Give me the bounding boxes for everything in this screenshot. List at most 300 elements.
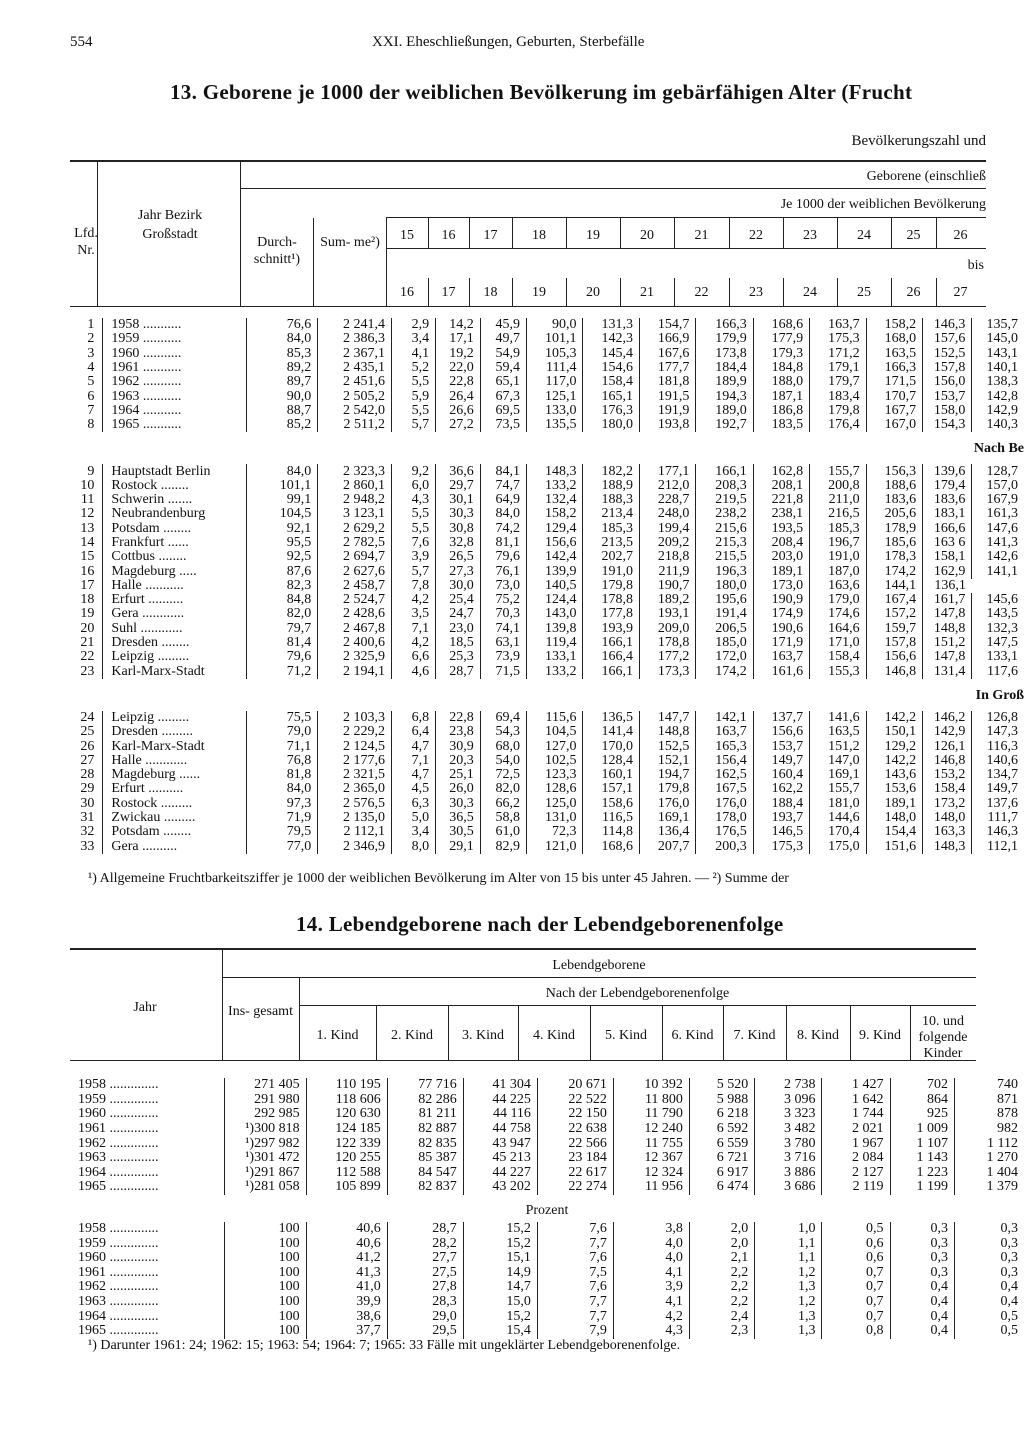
cell-value: 147,8: [923, 650, 972, 664]
cell-value: 110 195: [306, 1078, 387, 1093]
cell-value: 142,6: [972, 550, 1024, 564]
cell-value: 112 588: [306, 1166, 387, 1181]
cell-value: 99,1: [246, 493, 318, 507]
running-head: XXI. Eheschließungen, Geburten, Sterbefälle: [372, 34, 645, 50]
cell-value: 179,7: [810, 375, 866, 389]
cell-value: 178,8: [583, 593, 639, 607]
cell-value: 3 886: [755, 1166, 822, 1181]
cell-value: 87,6: [246, 564, 318, 578]
cell-value: 97,3: [246, 797, 318, 811]
cell-value: 54,3: [480, 725, 526, 739]
row-label: Halle ............: [103, 754, 246, 768]
cell-value: 15,2: [463, 1309, 537, 1324]
cell-value: 100: [224, 1266, 306, 1281]
cell-value: 26,0: [436, 782, 481, 796]
cell-value: 44 227: [463, 1166, 537, 1181]
cell-value: 15,0: [463, 1295, 537, 1310]
cell-value: 133,2: [527, 665, 583, 679]
row-number: 32: [80, 824, 95, 840]
table-row: [70, 1093, 1024, 1108]
col-kind-2: 2. Kind: [391, 1028, 433, 1043]
cell-value: 131,4: [923, 665, 972, 679]
cell-value: 27,2: [436, 418, 481, 432]
table-row: [70, 1280, 1024, 1295]
cell-value: 3 096: [755, 1093, 822, 1108]
cell-value: 162,2: [753, 782, 809, 796]
age-from-19: 19: [586, 228, 600, 243]
cell-value: ¹)297 982: [224, 1136, 306, 1151]
cell-value: 40,6: [306, 1222, 387, 1237]
cell-value: 69,4: [480, 711, 526, 725]
cell-value: 177,7: [639, 361, 695, 375]
row-year: 1965 ..............: [78, 1179, 159, 1195]
cell-value: 154,7: [639, 318, 695, 332]
cell-value: 23,0: [436, 622, 481, 636]
cell-value: 170,7: [866, 389, 922, 403]
cell-value: 221,8: [753, 493, 809, 507]
cell-value: 144,6: [810, 811, 866, 825]
cell-value: 142,1: [696, 711, 753, 725]
cell-value: 191,0: [583, 564, 639, 578]
cell-value: 189,9: [696, 375, 753, 389]
age-to-16: 16: [400, 285, 414, 300]
table13-title: 13. Geborene je 1000 der weiblichen Bevölkerung im gebärfähigen Alter (Frucht: [170, 80, 913, 104]
cell-value: 185,3: [583, 522, 639, 536]
cell-value: 205,6: [866, 507, 922, 521]
cell-value: 30,3: [436, 797, 481, 811]
cell-value: 74,1: [480, 622, 526, 636]
row-label: Karl-Marx-Stadt: [103, 739, 246, 753]
cell-value: 179,9: [696, 332, 753, 346]
cell-value: 146,3: [972, 825, 1024, 839]
cell-value: 8,0: [391, 840, 435, 854]
t14-lebend-rule: [222, 977, 976, 978]
cell-value: 292 985: [224, 1107, 306, 1122]
cell-value: 2 124,5: [318, 739, 392, 753]
cell-value: 30,1: [436, 493, 481, 507]
table-row: [70, 332, 1024, 346]
col-durchschnitt: Durch- schnitt¹): [253, 235, 301, 267]
cell-value: 79,6: [480, 550, 526, 564]
table-row: [70, 1222, 1024, 1237]
cell-value: 127,0: [527, 739, 583, 753]
cell-value: 0,4: [890, 1295, 954, 1310]
cell-value: 1 223: [890, 1166, 954, 1181]
cell-value: 157,0: [972, 479, 1024, 493]
cell-value: 73,5: [480, 418, 526, 432]
cell-value: 1 270: [955, 1151, 1024, 1166]
cell-value: 15,2: [463, 1222, 537, 1237]
cell-value: 4,0: [613, 1251, 689, 1266]
cell-value: 104,5: [246, 507, 318, 521]
cell-value: 155,7: [810, 464, 866, 478]
row-year: 1958 ..............: [78, 1077, 159, 1093]
cell-value: 72,3: [527, 825, 583, 839]
cell-value: 76,6: [246, 318, 318, 332]
cell-value: 3,5: [391, 607, 435, 621]
cell-value: 199,4: [639, 522, 695, 536]
cell-value: 1 009: [890, 1122, 954, 1137]
cell-value: 135,5: [527, 418, 583, 432]
cell-value: 156,0: [923, 375, 972, 389]
cell-value: 191,9: [639, 404, 695, 418]
cell-value: 120 255: [306, 1151, 387, 1166]
cell-value: 0,7: [822, 1309, 890, 1324]
cell-value: 2,2: [689, 1295, 754, 1310]
cell-value: 0,5: [822, 1222, 890, 1237]
cell-value: 129,2: [866, 739, 922, 753]
cell-value: 162,5: [696, 768, 753, 782]
cell-value: 6,3: [391, 797, 435, 811]
cell-value: 146,3: [923, 318, 972, 332]
cell-value: 2 458,7: [318, 579, 392, 593]
cell-value: 73,0: [480, 579, 526, 593]
prozent-section: [70, 1195, 1024, 1222]
cell-value: 142,8: [972, 389, 1024, 403]
cell-value: 2 627,6: [318, 564, 392, 578]
cell-value: 84,0: [246, 464, 318, 478]
cell-value: 151,6: [866, 840, 922, 854]
cell-value: 128,6: [527, 782, 583, 796]
cell-value: 147,7: [639, 711, 695, 725]
cell-value: 191,5: [639, 389, 695, 403]
cell-value: 39,9: [306, 1295, 387, 1310]
header-vline-3: [313, 218, 314, 306]
cell-value: 88,7: [246, 404, 318, 418]
section-label: Nach Be: [973, 441, 1024, 457]
cell-value: 141,1: [972, 564, 1024, 578]
cell-value: 179,3: [753, 347, 809, 361]
cell-value: 132,4: [527, 493, 583, 507]
cell-value: 0,7: [822, 1266, 890, 1281]
cell-value: 5 988: [689, 1093, 754, 1108]
table-row: [70, 665, 1024, 679]
cell-value: 121,0: [527, 840, 583, 854]
row-label: Potsdam ........: [103, 825, 246, 839]
cell-value: 25,3: [436, 650, 481, 664]
cell-value: 167,5: [696, 782, 753, 796]
cell-value: 160,4: [753, 768, 809, 782]
cell-value: 22 150: [537, 1107, 613, 1122]
row-number: 16: [80, 563, 95, 579]
cell-value: 878: [955, 1107, 1024, 1122]
row-number: 6: [87, 388, 95, 404]
table14-footnote: ¹) Darunter 1961: 24; 1962: 15; 1963: 54; 1964: 7; 1965: 33 Fälle mit ungeklärter Lebendgeborenenfolge.: [88, 1338, 681, 1353]
cell-value: 182,2: [583, 464, 639, 478]
cell-value: 167,4: [866, 593, 922, 607]
row-label: 1963 ...........: [103, 389, 246, 403]
cell-value: 2 428,6: [318, 607, 392, 621]
row-label: Erfurt ..........: [103, 593, 246, 607]
age-from-17: 17: [483, 228, 498, 243]
cell-value: 194,7: [639, 768, 695, 782]
cell-value: 145,0: [972, 332, 1024, 346]
cell-value: 149,7: [972, 782, 1024, 796]
row-number: 12: [80, 506, 95, 522]
cell-value: 115,6: [527, 711, 583, 725]
cell-value: 68,0: [480, 739, 526, 753]
cell-value: 200,3: [696, 840, 753, 854]
cell-value: 145,6: [972, 593, 1024, 607]
cell-value: 162,9: [923, 564, 972, 578]
cell-value: 291 980: [224, 1093, 306, 1108]
cell-value: 76,1: [480, 564, 526, 578]
col-insgesamt: Ins- gesamt: [228, 1004, 293, 1019]
cell-value: ¹)281 058: [224, 1180, 306, 1195]
table-row: [70, 1266, 1024, 1281]
cell-value: 1,0: [755, 1222, 822, 1237]
cell-value: 44 758: [463, 1122, 537, 1137]
cell-value: 156,6: [527, 536, 583, 550]
row-label: Rostock ........: [103, 479, 246, 493]
row-label: Neubrandenburg: [103, 507, 246, 521]
row-year: 1963 ..............: [78, 1294, 159, 1310]
age-from-24: 24: [857, 228, 871, 243]
cell-value: 161,6: [753, 665, 809, 679]
cell-value: 1 744: [822, 1107, 890, 1122]
cell-value: 1 107: [890, 1136, 954, 1151]
cell-value: 157,2: [866, 607, 922, 621]
col-kind-3: 3. Kind: [462, 1028, 504, 1043]
cell-value: 29,1: [436, 840, 481, 854]
cell-value: 128,4: [583, 754, 639, 768]
cell-value: 71,5: [480, 665, 526, 679]
row-number: 4: [87, 360, 95, 376]
cell-value: 178,9: [866, 522, 922, 536]
cell-value: 5,2: [391, 361, 435, 375]
cell-value: 166,3: [866, 361, 922, 375]
cell-value: 136,5: [583, 711, 639, 725]
table14-title: 14. Lebendgeborene nach der Lebendgeborenenfolge: [296, 912, 784, 936]
row-label: Frankfurt ......: [103, 536, 246, 550]
cell-value: 171,5: [866, 375, 922, 389]
cell-value: 7,6: [537, 1251, 613, 1266]
cell-value: 142,2: [866, 754, 922, 768]
cell-value: 4,1: [391, 347, 435, 361]
cell-value: 1 404: [955, 1166, 1024, 1181]
cell-value: 2 505,2: [318, 389, 392, 403]
cell-value: 189,0: [696, 404, 753, 418]
cell-value: 3 123,1: [318, 507, 392, 521]
cell-value: 128,7: [972, 464, 1024, 478]
cell-value: 5,7: [391, 564, 435, 578]
cell-value: 28,3: [387, 1295, 463, 1310]
cell-value: 271 405: [224, 1078, 306, 1093]
cell-value: 41 304: [463, 1078, 537, 1093]
cell-value: 0,4: [955, 1280, 1024, 1295]
cell-value: 162,8: [753, 464, 809, 478]
cell-value: 27,3: [436, 564, 481, 578]
row-label: 1959 ...........: [103, 332, 246, 346]
cell-value: 177,8: [583, 607, 639, 621]
cell-value: 82,3: [246, 579, 318, 593]
header-vline-2: [240, 162, 241, 306]
cell-value: 100: [224, 1251, 306, 1266]
cell-value: 14,9: [463, 1266, 537, 1281]
cell-value: 179,8: [639, 782, 695, 796]
cell-value: 143,1: [972, 347, 1024, 361]
table-row: [70, 1122, 1024, 1137]
cell-value: 2 084: [822, 1151, 890, 1166]
cell-value: 167,0: [866, 418, 922, 432]
cell-value: 1,1: [755, 1251, 822, 1266]
table14-body: [70, 1078, 1024, 1339]
cell-value: 2 194,1: [318, 665, 392, 679]
cell-value: 23 184: [537, 1151, 613, 1166]
row-label: Dresden .........: [103, 725, 246, 739]
age-to-17: 17: [441, 285, 456, 300]
row-number: 11: [80, 492, 95, 508]
cell-value: 3,8: [613, 1222, 689, 1237]
cell-value: 190,9: [753, 593, 809, 607]
cell-value: 5 520: [689, 1078, 754, 1093]
cell-value: 147,6: [972, 522, 1024, 536]
table14-top-rule: [70, 948, 976, 950]
cell-value: 146,8: [866, 665, 922, 679]
cell-value: 40,6: [306, 1236, 387, 1251]
cell-value: 19,2: [436, 347, 481, 361]
cell-value: 2,0: [689, 1236, 754, 1251]
cell-value: 149,7: [753, 754, 809, 768]
cell-value: 2,9: [391, 318, 435, 332]
cell-value: 84,0: [246, 332, 318, 346]
table-row: [70, 768, 1024, 782]
cell-value: 82 286: [387, 1093, 463, 1108]
age-from-20: 20: [640, 228, 654, 243]
cell-value: 12 240: [613, 1122, 689, 1137]
cell-value: ¹)300 818: [224, 1122, 306, 1137]
cell-value: 163,7: [810, 318, 866, 332]
cell-value: 177,1: [639, 464, 695, 478]
cell-value: 95,5: [246, 536, 318, 550]
cell-value: 156,4: [696, 754, 753, 768]
cell-value: 28,7: [436, 665, 481, 679]
row-number: 30: [80, 795, 95, 811]
cell-value: 2 629,2: [318, 522, 392, 536]
row-number: 2: [87, 331, 95, 347]
cell-value: 160,1: [583, 768, 639, 782]
bis-label: bis: [967, 258, 984, 273]
cell-value: 22 638: [537, 1122, 613, 1137]
cell-value: 41,3: [306, 1266, 387, 1281]
cell-value: 7,6: [537, 1280, 613, 1295]
cell-value: 84 547: [387, 1166, 463, 1181]
cell-value: 142,9: [923, 725, 972, 739]
age-to-19: 19: [532, 285, 546, 300]
cell-value: 1 379: [955, 1180, 1024, 1195]
cell-value: 148,8: [923, 622, 972, 636]
cell-value: 179,0: [810, 593, 866, 607]
col-kind-8: 8. Kind: [797, 1028, 839, 1043]
table-row: [70, 825, 1024, 839]
cell-value: 102,5: [527, 754, 583, 768]
cell-value: 215,5: [696, 550, 753, 564]
row-label: Leipzig .........: [103, 711, 246, 725]
cell-value: 168,0: [866, 332, 922, 346]
cell-value: 193,8: [639, 418, 695, 432]
cell-value: 156,3: [866, 464, 922, 478]
cell-value: 112,1: [972, 840, 1024, 854]
cell-value: 5,5: [391, 507, 435, 521]
cell-value: 165,1: [583, 389, 639, 403]
age-to-21: 21: [640, 285, 654, 300]
cell-value: 179,8: [810, 404, 866, 418]
cell-value: 176,3: [583, 404, 639, 418]
cell-value: 169,1: [810, 768, 866, 782]
cell-value: 211,0: [810, 493, 866, 507]
cell-value: 161,3: [972, 507, 1024, 521]
row-label: 1962 ...........: [103, 375, 246, 389]
cell-value: 2 948,2: [318, 493, 392, 507]
cell-value: 15,2: [463, 1236, 537, 1251]
cell-value: 77,0: [246, 840, 318, 854]
cell-value: 213,5: [583, 536, 639, 550]
cell-value: 81,8: [246, 768, 318, 782]
cell-value: 101,1: [527, 332, 583, 346]
cell-value: 133,0: [527, 404, 583, 418]
cell-value: 140,6: [972, 754, 1024, 768]
row-label: Zwickau .........: [103, 811, 246, 825]
cell-value: 196,7: [810, 536, 866, 550]
row-year: 1960 ..............: [78, 1250, 159, 1266]
cell-value: 2 323,3: [318, 464, 392, 478]
cell-value: 2 782,5: [318, 536, 392, 550]
cell-value: 184,8: [753, 361, 809, 375]
cell-value: 111,4: [527, 361, 583, 375]
cell-value: 104,5: [527, 725, 583, 739]
cell-value: 183,1: [923, 507, 972, 521]
cell-value: 36,6: [436, 464, 481, 478]
cell-value: 166,6: [923, 522, 972, 536]
cell-value: 0,7: [822, 1295, 890, 1310]
table-row: [70, 1166, 1024, 1181]
cell-value: 4,7: [391, 739, 435, 753]
row-label: 1960 ...........: [103, 347, 246, 361]
cell-value: 0,3: [890, 1222, 954, 1237]
row-number: 14: [80, 535, 95, 550]
cell-value: 180,0: [696, 579, 753, 593]
cell-value: 5,0: [391, 811, 435, 825]
cell-value: 146,2: [923, 711, 972, 725]
cell-value: 150,1: [866, 725, 922, 739]
cell-value: 178,3: [866, 550, 922, 564]
cell-value: 76,8: [246, 754, 318, 768]
cell-value: 141,4: [583, 725, 639, 739]
cell-value: 67,3: [480, 389, 526, 403]
cell-value: 0,3: [955, 1236, 1024, 1251]
cell-value: 740: [955, 1078, 1024, 1093]
cell-value: 4,7: [391, 768, 435, 782]
cell-value: 3 323: [755, 1107, 822, 1122]
cell-value: 3,9: [613, 1280, 689, 1295]
cell-value: 151,2: [810, 739, 866, 753]
cell-value: 132,3: [972, 622, 1024, 636]
cell-value: 6,6: [391, 650, 435, 664]
cell-value: 36,5: [436, 811, 481, 825]
cell-value: 169,1: [639, 811, 695, 825]
cell-value: 1 199: [890, 1180, 954, 1195]
cell-value: 146,8: [923, 754, 972, 768]
col-kind-7: 7. Kind: [733, 1028, 776, 1043]
cell-value: 158,4: [583, 375, 639, 389]
row-label: 1964 ...........: [103, 404, 246, 418]
row-label: 1961 ...........: [103, 361, 246, 375]
cell-value: 4,2: [613, 1309, 689, 1324]
cell-value: 14,2: [436, 318, 481, 332]
cell-value: 188,6: [866, 479, 922, 493]
age-to-23: 23: [749, 285, 763, 300]
cell-value: 85,3: [246, 347, 318, 361]
